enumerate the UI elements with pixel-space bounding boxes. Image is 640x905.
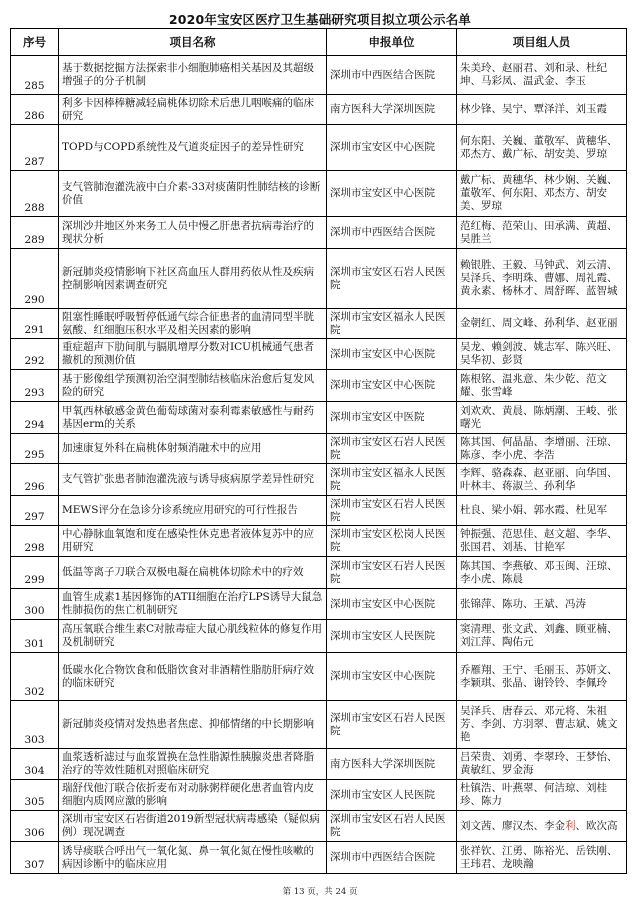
table-row [11, 56, 627, 95]
row-members: 窦清理、张文武、刘鑫、顾亚楠、刘江萍、陶佑元 [457, 620, 627, 653]
row-num: 305 [11, 780, 59, 811]
row-unit: 深圳市宝安区石岩人民医院 [327, 496, 457, 526]
row-members: 朱美玲、赵丽君、刘和录、杜纪坤、马彩凤、温武金、李玉 [457, 56, 627, 95]
row-members: 陈其国、李燕敏、邓玉闽、汪琼、李小虎、陈晨 [457, 557, 627, 589]
row-unit: 深圳市中西医结合医院 [327, 842, 457, 874]
row-unit: 深圳市宝安区人民医院 [327, 620, 457, 653]
row-members: 范红梅、范荣山、田承满、黄超、吴胜兰 [457, 217, 627, 249]
row-num: 293 [11, 370, 59, 402]
row-unit: 深圳市宝安区石岩人民医院 [327, 557, 457, 589]
row-num: 292 [11, 339, 59, 370]
row-num: 306 [11, 811, 59, 842]
table-row [11, 496, 627, 526]
row-num: 302 [11, 653, 59, 701]
row-unit: 深圳市宝安区福永人民医院 [327, 309, 457, 339]
header-num: 序号 [11, 29, 59, 56]
row-project-name: 中心静脉血氧饱和度在感染性休克患者液体复苏中的应用研究 [59, 526, 327, 557]
header-members: 项目组人员 [457, 29, 627, 56]
table-row [11, 701, 627, 749]
row-members: 金朝红、周文峰、孙利华、赵亚丽 [457, 309, 627, 339]
row-unit: 深圳市宝安区人民医院 [327, 780, 457, 811]
row-project-name: 利多卡因棒棒糖减轻扁桃体切除术后患儿咽喉痛的临床研究 [59, 95, 327, 125]
row-unit: 深圳市中西医结合医院 [327, 217, 457, 249]
row-members [457, 811, 627, 842]
row-unit: 深圳市宝安区中心医院 [327, 339, 457, 370]
row-unit: 深圳市中西医结合医院 [327, 56, 457, 95]
table-row [11, 249, 627, 309]
row-project-name: 新冠肺炎疫情对发热患者焦虑、抑郁情绪的中长期影响 [59, 701, 327, 749]
row-project-name: 血管生成素1基因修饰的ATII细胞在治疗LPS诱导大鼠急性肺损伤的焦亡机制研究 [59, 589, 327, 620]
members-text: 刘文茜、廖汉杰、李金 [460, 819, 565, 832]
row-unit: 南方医科大学深圳医院 [327, 749, 457, 780]
row-project-name: 深圳沙井地区外来务工人员中慢乙肝患者抗病毒治疗的现状分析 [59, 217, 327, 249]
row-unit: 深圳市宝安区石岩人民医院 [327, 811, 457, 842]
row-members: 乔雁翔、王宁、毛丽玉、苏妍文、李颖琪、张晶、谢铃铃、李佩玲 [457, 653, 627, 701]
row-unit: 深圳市宝安区中心医院 [327, 370, 457, 402]
row-unit: 深圳市宝安区石岩人民医院 [327, 701, 457, 749]
page-title: 2020年宝安区医疗卫生基础研究项目拟立项公示名单 [168, 12, 472, 27]
table-row [11, 434, 627, 464]
table-row [11, 749, 627, 780]
table-row [11, 339, 627, 370]
row-project-name: 低碳水化合物饮食和低脂饮食对非酒精性脂肪肝病疗效的临床研究 [59, 653, 327, 701]
table-row [11, 402, 627, 434]
row-num: 301 [11, 620, 59, 653]
table-row [11, 217, 627, 249]
table-row [11, 171, 627, 217]
row-members: 吴龙、赖剑波、姚志军、陈兴旺、吴华初、彭贤 [457, 339, 627, 370]
row-num: 299 [11, 557, 59, 589]
row-members: 李辉、骆森森、赵亚丽、向华国、叶林丰、蒋淑兰、孙利华 [457, 464, 627, 496]
row-unit: 深圳市宝安区中心医院 [327, 589, 457, 620]
members-red-char: 利 [565, 819, 576, 832]
row-num: 287 [11, 125, 59, 171]
row-project-name: 重症超声下肋间肌与膈肌增厚分数对ICU机械通气患者撤机的预测价值 [59, 339, 327, 370]
row-members: 吴泽兵、唐春云、邓元将、朱祖芳、李剑、方羽翠、曹志斌、姚文艳 [457, 701, 627, 749]
row-members: 戴广标、黄穗华、林少娴、关巍、董敬军、何东阳、邓杰方、胡安美、罗琼 [457, 171, 627, 217]
row-unit: 深圳市宝安区松岗人民医院 [327, 526, 457, 557]
table-row [11, 526, 627, 557]
row-project-name: 基于影像组学预测初治空洞型肺结核临床治愈后复发风险的研究 [59, 370, 327, 402]
table-row [11, 125, 627, 171]
table-row [11, 557, 627, 589]
row-project-name: 阻塞性睡眠呼吸暂停低通气综合征患者的血清同型半胱氨酸、红细胞压积水平及相关因素的影响 [59, 309, 327, 339]
table-row [11, 620, 627, 653]
row-num: 291 [11, 309, 59, 339]
row-num: 303 [11, 701, 59, 749]
row-unit: 深圳市宝安区福永人民医院 [327, 464, 457, 496]
row-project-name: 加速康复外科在扁桃体射频消融术中的应用 [59, 434, 327, 464]
row-num: 300 [11, 589, 59, 620]
table-row [11, 842, 627, 874]
row-members: 陈根铭、温兆意、朱少乾、范文耀、张雪峰 [457, 370, 627, 402]
table-row [11, 811, 627, 842]
row-unit: 深圳市宝安区中心医院 [327, 125, 457, 171]
table-row [11, 464, 627, 496]
row-project-name: 基于数据挖掘方法探索非小细胞肺癌相关基因及其超级增强子的分子机制 [59, 56, 327, 95]
page-footer: 第 13 页，共 24 页 [282, 887, 358, 897]
row-project-name: TOPD与COPD系统性及气道炎症因子的差异性研究 [59, 125, 327, 171]
row-num: 290 [11, 249, 59, 309]
row-num: 294 [11, 402, 59, 434]
row-members: 杜良、梁小娟、郭水霞、杜见军 [457, 496, 627, 526]
row-project-name: 新冠肺炎疫情影响下社区高血压人群用药依从性及疾病控制影响因素调查研究 [59, 249, 327, 309]
row-members: 吕荣贵、刘勇、李翠玲、王梦怡、黄敏红、罗金海 [457, 749, 627, 780]
table-row [11, 309, 627, 339]
row-num: 285 [11, 56, 59, 95]
row-members: 陈其国、何晶晶、李增丽、汪琼、陈彦、李小虎、李浩 [457, 434, 627, 464]
row-members: 张锦萍、陈功、王斌、冯涛 [457, 589, 627, 620]
row-members: 钟振强、范思佳、赵文超、李华、张国君、刘基、甘艳军 [457, 526, 627, 557]
row-members: 赖银胜、王毅、马钟武、刘云清、吴泽兵、李明珠、曹娜、周礼霞、黄永素、杨林才、周舒晖、蓝智城 [457, 249, 627, 309]
row-unit: 深圳市宝安区石岩人民医院 [327, 249, 457, 309]
row-num: 286 [11, 95, 59, 125]
row-unit: 深圳市宝安区中心医院 [327, 171, 457, 217]
row-unit: 南方医科大学深圳医院 [327, 95, 457, 125]
table-header-row [11, 29, 627, 56]
row-project-name: MEWS评分在急诊分诊系统应用研究的可行性报告 [59, 496, 327, 526]
header-unit: 申报单位 [327, 29, 457, 56]
row-num: 307 [11, 842, 59, 874]
table-row [11, 780, 627, 811]
project-table [10, 28, 627, 874]
row-project-name: 支气管肺泡灌洗液中白介素-33对痰菌阴性肺结核的诊断价值 [59, 171, 327, 217]
table-row [11, 95, 627, 125]
row-unit: 深圳市宝安区中心医院 [327, 653, 457, 701]
members-text: 、欧次高 [575, 819, 618, 832]
row-unit: 深圳市宝安区石岩人民医院 [327, 434, 457, 464]
row-project-name: 支气管扩张患者肺泡灌洗液与诱导痰病原学差异性研究 [59, 464, 327, 496]
row-members: 林少锋、吴宁、覃泽洋、刘玉霞 [457, 95, 627, 125]
row-members: 刘欢欢、黄晨、陈炳潮、王峻、张曙光 [457, 402, 627, 434]
row-project-name: 血浆透析滤过与血浆置换在急性脂源性胰腺炎患者降脂治疗的等效性随机对照临床研究 [59, 749, 327, 780]
row-num: 288 [11, 171, 59, 217]
row-num: 304 [11, 749, 59, 780]
row-members: 杜镇浩、叶燕翠、何洁琼、刘桂珍、陈力 [457, 780, 627, 811]
row-project-name: 诱导痰联合呼出气一氧化氮、鼻一氧化氮在慢性咳嗽的病因诊断中的临床应用 [59, 842, 327, 874]
row-project-name: 甲氧西林敏感金黄色葡萄球菌对泰利霉素敏感性与耐药基因erm的关系 [59, 402, 327, 434]
row-num: 297 [11, 496, 59, 526]
row-unit: 深圳市宝安区中医院 [327, 402, 457, 434]
row-num: 296 [11, 464, 59, 496]
row-num: 289 [11, 217, 59, 249]
row-members: 何东阳、关巍、董敬军、黄穗华、邓杰方、戴广标、胡安美、罗琼 [457, 125, 627, 171]
row-project-name: 深圳市宝安区石岩街道2019新型冠状病毒感染（疑似病例）现况调查 [59, 811, 327, 842]
row-num: 295 [11, 434, 59, 464]
header-name: 项目名称 [59, 29, 327, 56]
row-members: 张祥钦、江勇、陈裕光、岳铁刚、王玮君、龙映瀚 [457, 842, 627, 874]
table-row [11, 370, 627, 402]
row-project-name: 瑞舒伐他汀联合依折麦布对动脉粥样硬化患者血管内皮细胞内质网应激的影响 [59, 780, 327, 811]
row-num: 298 [11, 526, 59, 557]
table-row [11, 589, 627, 620]
table-row [11, 653, 627, 701]
row-project-name: 低温等离子刀联合双极电凝在扁桃体切除术中的疗效 [59, 557, 327, 589]
row-project-name: 高压氧联合维生素C对脓毒症大鼠心肌线粒体的修复作用及机制研究 [59, 620, 327, 653]
